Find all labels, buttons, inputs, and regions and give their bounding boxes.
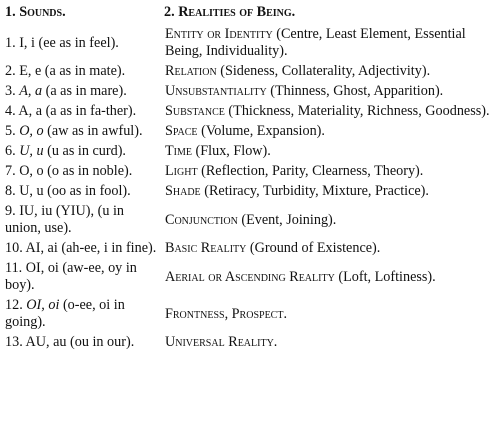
sound-post: (u as in curd). xyxy=(43,143,126,159)
table-row xyxy=(0,239,498,259)
table-row xyxy=(0,25,498,62)
sound-cell xyxy=(0,182,159,202)
sound-cell xyxy=(0,162,159,182)
table-row xyxy=(0,296,498,333)
reality-cell xyxy=(159,102,498,122)
reality-cell xyxy=(159,142,498,162)
reality-name: Aerial or Ascending Reality xyxy=(165,268,335,285)
header-row xyxy=(0,0,498,25)
reality-name: Shade xyxy=(165,183,201,199)
reality-cell xyxy=(159,296,498,333)
sound-cell xyxy=(0,122,159,142)
sound-it: OI, oi xyxy=(26,297,60,313)
table-body xyxy=(0,25,498,353)
table-row xyxy=(0,122,498,142)
table-row xyxy=(0,82,498,102)
reality-cell xyxy=(159,122,498,142)
table-row xyxy=(0,259,498,296)
sound-it: U, u xyxy=(19,143,44,159)
sound-cell xyxy=(0,202,159,239)
reality-name: Universal Reality. xyxy=(165,334,278,350)
reality-name: Entity or Identity xyxy=(165,26,273,42)
reality-description: (Loft, Loftiness). xyxy=(334,268,436,285)
sound-cell xyxy=(0,82,159,102)
sound-cell xyxy=(0,259,159,296)
reality-description: (Ground of Existence). xyxy=(246,240,381,256)
reality-description: (Reflection, Parity, Clearness, Theory). xyxy=(197,163,424,179)
reality-cell xyxy=(159,82,498,102)
sound-cell xyxy=(0,296,159,333)
reality-cell xyxy=(159,259,498,296)
reality-name: Space xyxy=(165,123,198,139)
sound-post: (aw as in awful). xyxy=(43,123,143,139)
header-sounds: 1. Sounds. xyxy=(5,3,66,20)
table-row xyxy=(0,162,498,182)
table-row xyxy=(0,333,498,353)
sound-pre: 3. xyxy=(5,83,20,99)
table-row xyxy=(0,62,498,82)
sound-cell xyxy=(0,142,159,162)
sound-pre: 2. E, e (a as in mate). xyxy=(5,63,126,79)
reality-name: Basic Reality xyxy=(165,240,247,256)
reality-description: (Thinness, Ghost, Apparition). xyxy=(266,83,444,99)
reality-cell xyxy=(159,25,498,62)
reality-description: (Retiracy, Turbidity, Mixture, Practice). xyxy=(200,183,429,199)
sound-pre: 10. AI, ai (ah-ee, i in fine). xyxy=(5,240,157,256)
sound-pre: 8. U, u (oo as in fool). xyxy=(5,183,131,199)
sound-pre: 11. OI, oi (aw-ee, oy in boy). xyxy=(5,260,137,293)
reality-cell xyxy=(159,333,498,353)
table-row xyxy=(0,142,498,162)
sound-pre: 9. IU, iu (YIU), (u in union, use). xyxy=(5,203,124,236)
reality-description: (Thickness, Materiality, Richness, Goodness). xyxy=(224,103,490,119)
sound-cell xyxy=(0,25,159,62)
reality-name: Light xyxy=(165,163,198,179)
reality-cell xyxy=(159,162,498,182)
reality-cell xyxy=(159,62,498,82)
sound-post: (a as in mare). xyxy=(42,83,127,99)
reality-cell xyxy=(159,239,498,259)
sound-cell xyxy=(0,239,159,259)
reality-description: (Sideness, Collaterality, Adjectivity). xyxy=(216,63,431,79)
table-row xyxy=(0,202,498,239)
header-realities: 2. Realities of Being. xyxy=(164,3,296,20)
reality-name: Unsubstantiality xyxy=(165,83,267,99)
reality-description: (Volume, Expansion). xyxy=(197,123,325,139)
reality-cell xyxy=(159,202,498,239)
sound-pre: 6. xyxy=(5,143,20,159)
sound-pre: 5. xyxy=(5,123,20,139)
reality-name: Time xyxy=(165,143,192,159)
sound-pre: 12. xyxy=(5,297,27,313)
reality-cell xyxy=(159,182,498,202)
reality-name: Relation xyxy=(165,63,217,79)
sound-it: A, a xyxy=(19,83,43,99)
reality-description: (Centre, Least Element, Essential Being, Individuality). xyxy=(165,26,466,59)
table-row xyxy=(0,102,498,122)
sound-pre: 7. O, o (o as in noble). xyxy=(5,163,133,179)
table-row xyxy=(0,182,498,202)
sound-cell xyxy=(0,333,159,353)
reality-description: (Flux, Flow). xyxy=(192,143,271,159)
sound-cell xyxy=(0,102,159,122)
sound-pre: 1. I, i (ee as in feel). xyxy=(5,34,119,51)
reality-name: Conjunction xyxy=(165,211,238,228)
reality-name: Frontness, Prospect. xyxy=(165,305,287,322)
reality-description: (Event, Joining). xyxy=(237,211,337,228)
reality-name: Substance xyxy=(165,103,225,119)
sound-pre: 4. A, a (a as in fa-ther). xyxy=(5,103,137,119)
sound-it: O, o xyxy=(19,123,44,139)
sound-pre: 13. AU, au (ou in our). xyxy=(5,334,135,350)
sound-post: (o-ee, oi in going). xyxy=(5,297,125,330)
sound-cell xyxy=(0,62,159,82)
